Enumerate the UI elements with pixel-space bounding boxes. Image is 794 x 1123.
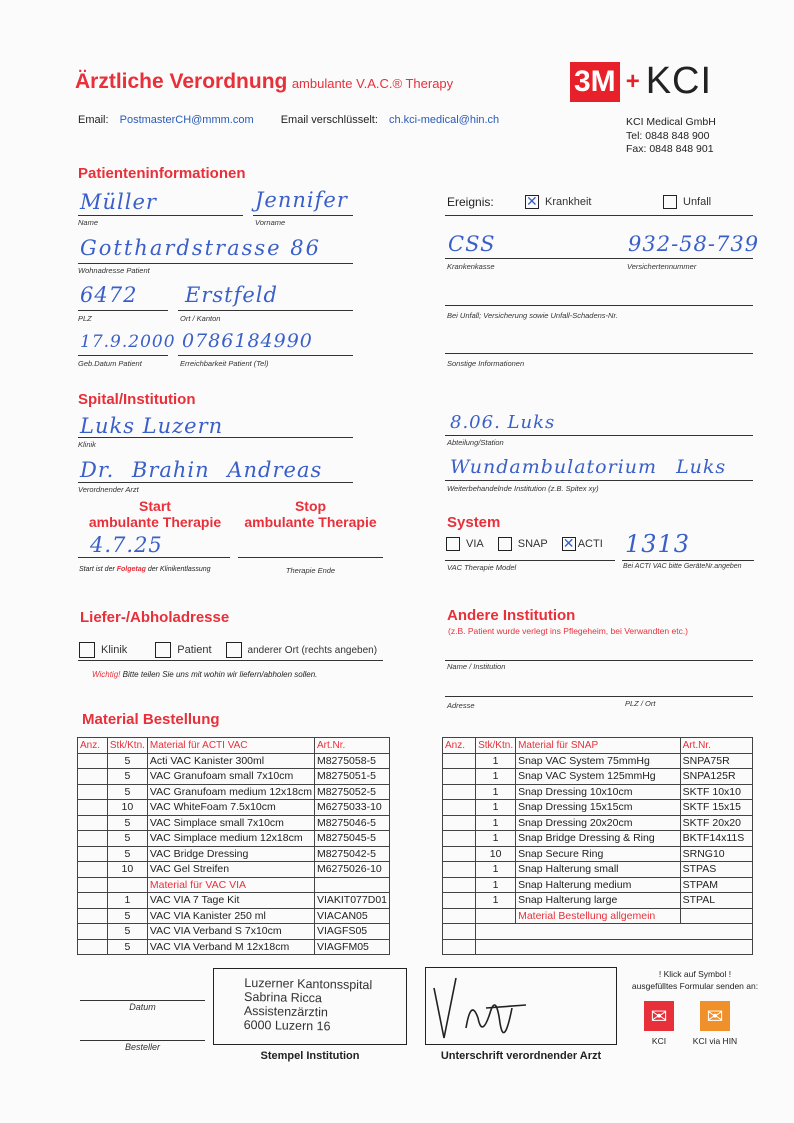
- checkbox-icon: [446, 537, 460, 551]
- start-date-field[interactable]: 4.7.25: [90, 533, 163, 557]
- artnr-cell: STPAS: [680, 862, 752, 878]
- anz-cell[interactable]: [78, 769, 108, 785]
- liefer-heading: Liefer-/Abholadresse: [80, 609, 230, 626]
- institution-stamp: Luzerner Kantonsspital Sabrina Ricca Assistenzärztin 6000 Luzern 16: [243, 975, 373, 1034]
- material-cell: VAC Granufoam medium 12x18cm: [147, 784, 314, 800]
- andere-heading: Andere Institution: [447, 607, 576, 624]
- stk-cell: 5: [107, 753, 147, 769]
- anz-cell[interactable]: [78, 846, 108, 862]
- material-cell: Snap Dressing 15x15cm: [516, 800, 681, 816]
- spital-heading: Spital/Institution: [78, 391, 196, 408]
- checkbox-icon: [663, 195, 677, 209]
- anz-cell[interactable]: [78, 800, 108, 816]
- checkbox-checked-icon: [525, 195, 539, 209]
- stk-cell: 1: [476, 753, 516, 769]
- artnr-cell: M8275052-5: [314, 784, 389, 800]
- anz-cell[interactable]: [78, 862, 108, 878]
- stk-cell: 5: [107, 815, 147, 831]
- artnr-cell: M8275045-5: [314, 831, 389, 847]
- table-row: [443, 800, 753, 816]
- artnr-cell: M8275042-5: [314, 846, 389, 862]
- table-row: [78, 753, 390, 769]
- system-heading: System: [447, 514, 501, 531]
- weiterbehandelnde-field[interactable]: Wundambulatorium Luks: [450, 456, 727, 478]
- unfall-checkbox[interactable]: Unfall: [663, 195, 711, 209]
- start-heading: Start ambulante Therapie: [88, 498, 222, 530]
- stk-cell: 5: [107, 908, 147, 924]
- system-options: [446, 537, 603, 551]
- snap-material-table: Anz. Stk/Ktn. Material für SNAP Art.Nr. 1 Snap VAC System 75mmHg SNPA75R 1 Snap VAC System 125mmHg SNPA125R 1 Snap Dressing 10x10cm SKTF 10x10 1 Snap Dressing 15x15cm SKTF 15x15 1 Snap Dressing 20x20cm SKTF 20x20 1 Snap Bridge Dressing & Ring BKTF14x11S 10 Snap Secure Ring SRNG10 1 Snap Halterung small STPAS 1 Snap Halterung medium STPAM 1 Snap Halterung large STPAL Material Bestellung allgemein: [442, 737, 753, 955]
- stk-cell: 5: [107, 831, 147, 847]
- table-row: [443, 815, 753, 831]
- stk-cell: 1: [476, 831, 516, 847]
- artnr-cell: M6275026-10: [314, 862, 389, 878]
- anz-cell[interactable]: [443, 815, 476, 831]
- material-cell: Acti VAC Kanister 300ml: [147, 753, 314, 769]
- table-row: [443, 877, 753, 893]
- ereignis-row: Ereignis: ✕ Krankheit Unfall: [447, 195, 711, 209]
- table-row: [78, 908, 390, 924]
- artnr-cell: SKTF 20x20: [680, 815, 752, 831]
- acti-vac-material-table: Anz. Stk/Ktn. Material für ACTI VAC Art.Nr. 5 Acti VAC Kanister 300ml M8275058-5 5 VAC Granufoam small 7x10cm M8275051-5 5 VAC Granufoam medium 12x18cm M8275052-5 10 VAC WhiteFoam 7.5x10cm M6275033-10 5 VAC Simplace small 7x10cm M8275046-5 5 VAC Simplace medium 12x18cm M8275045-5 5 VAC Bridge Dressing M8275042-5 10 VAC Gel Streifen M6275026-10 Material für VAC VIA 1 VAC VIA 7 Tage Kit VIAKIT077D01 5 VAC VIA Kanister 250 ml VIACAN05 5 VAC VIA Verband S 7x10cm VIAGFS05 5 VAC VIA Verband M 12x18cm VIAGFM05: [77, 737, 390, 955]
- klinik-checkbox[interactable]: Klinik: [79, 642, 127, 658]
- anderer-ort-checkbox[interactable]: anderer Ort (rechts angeben): [226, 642, 378, 658]
- artnr-cell: VIACAN05: [314, 908, 389, 924]
- stk-cell: 10: [107, 800, 147, 816]
- liefer-options: [79, 642, 377, 658]
- snap-checkbox[interactable]: SNAP: [498, 537, 548, 551]
- empty-row: [443, 924, 753, 940]
- artnr-cell: SKTF 10x10: [680, 784, 752, 800]
- abteilung-field[interactable]: 8.06. Luks: [450, 412, 556, 433]
- material-cell: VAC Gel Streifen: [147, 862, 314, 878]
- table-row: [443, 769, 753, 785]
- table-row: [78, 784, 390, 800]
- checkbox-icon: [155, 642, 171, 658]
- anz-cell[interactable]: [443, 831, 476, 847]
- stk-cell: 5: [107, 769, 147, 785]
- anz-cell[interactable]: [78, 893, 108, 909]
- 3m-kci-logo: 3M + KCI: [570, 60, 712, 103]
- stk-cell: 1: [476, 769, 516, 785]
- material-cell: VAC Granufoam small 7x10cm: [147, 769, 314, 785]
- phone-field[interactable]: 0786184990: [182, 330, 313, 352]
- stk-cell: 1: [476, 877, 516, 893]
- table-row: [78, 862, 390, 878]
- versichertennummer-field[interactable]: 932-58-739: [628, 232, 760, 256]
- anz-cell[interactable]: [78, 924, 108, 940]
- anz-cell[interactable]: [443, 893, 476, 909]
- stop-heading: Stop ambulante Therapie: [244, 498, 377, 530]
- patient-heading: Patienteninformationen: [78, 165, 246, 182]
- signature-box[interactable]: [425, 967, 617, 1045]
- anz-cell[interactable]: [78, 908, 108, 924]
- anz-cell[interactable]: [443, 846, 476, 862]
- material-cell: VAC WhiteFoam 7.5x10cm: [147, 800, 314, 816]
- table-row: [443, 753, 753, 769]
- company-info: KCI Medical GmbH Tel: 0848 848 900 Fax: 0848 848 901: [626, 116, 716, 155]
- anz-cell[interactable]: [443, 784, 476, 800]
- anz-cell[interactable]: [443, 769, 476, 785]
- table-row: [443, 831, 753, 847]
- material-cell: VAC VIA Kanister 250 ml: [147, 908, 314, 924]
- email-encrypted-link[interactable]: ch.kci-medical@hin.ch: [388, 114, 500, 126]
- table-row: [78, 800, 390, 816]
- signature-image: [426, 968, 616, 1044]
- stk-cell: 1: [476, 862, 516, 878]
- stk-cell: 10: [107, 862, 147, 878]
- table-row: [443, 846, 753, 862]
- table-row: [78, 831, 390, 847]
- arzt-field[interactable]: Dr. Brahin Andreas: [80, 458, 323, 482]
- kci-hin-mail-icon[interactable]: ✉: [700, 1001, 730, 1031]
- material-cell: Snap Halterung large: [516, 893, 681, 909]
- name-field[interactable]: Müller: [80, 190, 157, 214]
- table-row: [78, 939, 390, 955]
- checkbox-checked-icon: [562, 537, 576, 551]
- material-cell: Snap Dressing 20x20cm: [516, 815, 681, 831]
- artnr-cell: VIAKIT077D01: [314, 893, 389, 909]
- artnr-cell: M8275058-5: [314, 753, 389, 769]
- artnr-cell: VIAGFM05: [314, 939, 389, 955]
- artnr-cell: M6275033-10: [314, 800, 389, 816]
- table-row: [78, 846, 390, 862]
- stk-cell: 5: [107, 939, 147, 955]
- stk-cell: 5: [107, 846, 147, 862]
- table-row: [443, 784, 753, 800]
- artnr-cell: VIAGFS05: [314, 924, 389, 940]
- section-header-row: Material Bestellung allgemein: [443, 908, 753, 924]
- patient-checkbox[interactable]: Patient: [155, 642, 211, 658]
- address-field[interactable]: Gotthardstrasse 86: [80, 236, 321, 260]
- material-cell: Snap Secure Ring: [516, 846, 681, 862]
- material-heading: Material Bestellung: [82, 711, 220, 728]
- anz-cell[interactable]: [443, 753, 476, 769]
- material-cell: VAC Simplace medium 12x18cm: [147, 831, 314, 847]
- table-row: [78, 893, 390, 909]
- anz-cell[interactable]: [78, 939, 108, 955]
- artnr-cell: SRNG10: [680, 846, 752, 862]
- empty-row: [443, 939, 753, 955]
- material-cell: Snap VAC System 75mmHg: [516, 753, 681, 769]
- dob-field[interactable]: 17.9.2000: [80, 332, 176, 352]
- stk-cell: 5: [107, 784, 147, 800]
- ort-field[interactable]: Erstfeld: [185, 283, 278, 307]
- stk-cell: 1: [107, 893, 147, 909]
- vorname-field[interactable]: Jennifer: [255, 188, 348, 212]
- stk-cell: 1: [476, 800, 516, 816]
- material-cell: Snap Halterung small: [516, 862, 681, 878]
- anz-cell[interactable]: [443, 862, 476, 878]
- table-row: [443, 893, 753, 909]
- anz-cell[interactable]: [78, 784, 108, 800]
- email-row: Email: PostmasterCH@mmm.com Email verschlüsselt: ch.kci-medical@hin.ch: [78, 114, 500, 126]
- material-cell: VAC VIA 7 Tage Kit: [147, 893, 314, 909]
- material-cell: VAC Bridge Dressing: [147, 846, 314, 862]
- table-row: [78, 815, 390, 831]
- artnr-cell: SNPA125R: [680, 769, 752, 785]
- stk-cell: 1: [476, 815, 516, 831]
- checkbox-icon: [498, 537, 512, 551]
- artnr-cell: STPAM: [680, 877, 752, 893]
- material-cell: Snap Dressing 10x10cm: [516, 784, 681, 800]
- anz-cell[interactable]: [78, 815, 108, 831]
- checkbox-icon: [226, 642, 242, 658]
- anz-cell[interactable]: [78, 831, 108, 847]
- artnr-cell: M8275046-5: [314, 815, 389, 831]
- artnr-cell: BKTF14x11S: [680, 831, 752, 847]
- material-cell: Snap Bridge Dressing & Ring: [516, 831, 681, 847]
- krankenkasse-field[interactable]: CSS: [448, 232, 496, 256]
- table-row: [443, 862, 753, 878]
- artnr-cell: SKTF 15x15: [680, 800, 752, 816]
- stamp-box: [213, 968, 407, 1045]
- anz-cell[interactable]: [78, 753, 108, 769]
- section-header-row: Material für VAC VIA: [78, 877, 390, 893]
- stk-cell: 5: [107, 924, 147, 940]
- anz-cell[interactable]: [443, 877, 476, 893]
- artnr-cell: STPAL: [680, 893, 752, 909]
- kci-mail-icon[interactable]: ✉: [644, 1001, 674, 1031]
- stk-cell: 10: [476, 846, 516, 862]
- table-row: [78, 924, 390, 940]
- checkbox-icon: [79, 642, 95, 658]
- stk-cell: 1: [476, 784, 516, 800]
- email-link[interactable]: PostmasterCH@mmm.com: [119, 114, 254, 126]
- acti-checkbox[interactable]: ✕ ACTI: [562, 537, 603, 551]
- material-cell: VAC Simplace small 7x10cm: [147, 815, 314, 831]
- geraet-nr-field[interactable]: 1313: [625, 530, 691, 558]
- krankheit-checkbox[interactable]: ✕ Krankheit: [525, 195, 645, 209]
- material-cell: Snap VAC System 125mmHg: [516, 769, 681, 785]
- plz-field[interactable]: 6472: [80, 283, 138, 307]
- material-cell: Snap Halterung medium: [516, 877, 681, 893]
- stk-cell: 1: [476, 893, 516, 909]
- form-title: Ärztliche Verordnung ambulante V.A.C.® Therapy: [75, 70, 454, 93]
- artnr-cell: SNPA75R: [680, 753, 752, 769]
- klinik-field[interactable]: Luks Luzern: [80, 414, 224, 438]
- anz-cell[interactable]: [443, 800, 476, 816]
- artnr-cell: M8275051-5: [314, 769, 389, 785]
- via-checkbox[interactable]: VIA: [446, 537, 484, 551]
- material-cell: VAC VIA Verband M 12x18cm: [147, 939, 314, 955]
- material-cell: VAC VIA Verband S 7x10cm: [147, 924, 314, 940]
- table-row: [78, 769, 390, 785]
